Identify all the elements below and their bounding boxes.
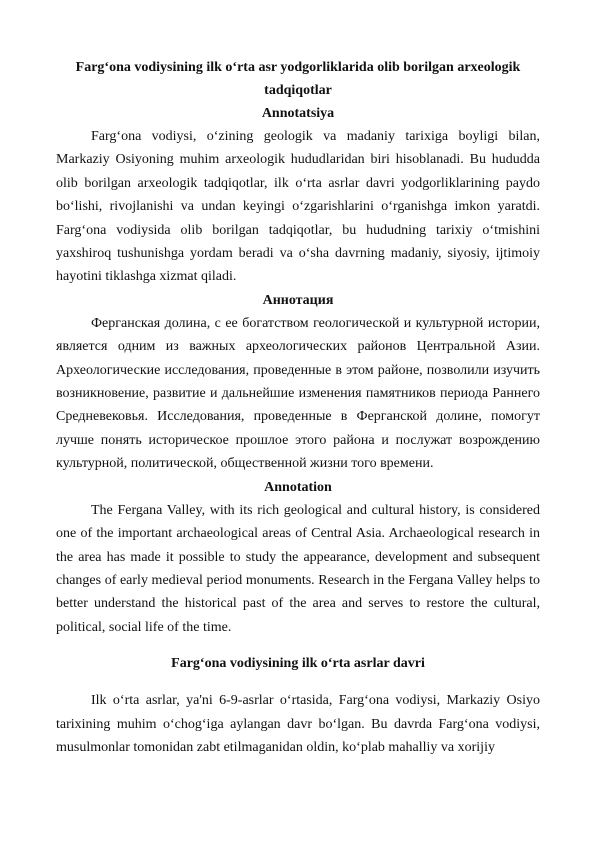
abstract-en-heading: Annotation (264, 479, 332, 495)
abstract-ru-heading: Аннотация (262, 292, 334, 308)
abstract-ru-text: Ферганская долина, с ее богатством геологической и культурной истории, является одним из важных археологических районов Центральной Азии. Археологические исследования, проведенные в этом районе, позволили изучить возникновение, развитие и дальнейшие изменения памятников периода Раннего Средневековья. Исследования, проведенные в Ферганской долине, помогут лучше понять историческое прошлое этого района и послужат возрождению культурной, политической, общественной жизни того времени. (56, 315, 540, 472)
abstract-uz-heading: Annotatsiya (261, 106, 335, 121)
document-page (56, 56, 540, 759)
section-body-text: Ilk o‘rta asrlar, ya'ni 6-9-asrlar o‘rtasida, Farg‘ona vodiysi, Markaziy Osiyo tarixining muhim o‘chog‘iga aylangan davr bo‘lgan. Bu davrda Farg‘ona vodiysi, musulmonlar tomonidan zabt etilmaganidan oldin, ko‘plab mahalliy va xorijiy (56, 693, 540, 755)
section-heading: Farg‘ona vodiysining ilk o‘rta asrlar davri (171, 656, 425, 672)
abstract-en-text: The Fergana Valley, with its rich geological and cultural history, is considered one of the important archaeological areas of Central Asia. Archaeological research in the area has made it possible to study the appearance, development and subsequent changes of early medieval period monuments. Research in the Fergana Valley helps to better understand the historical past of the area and serves to restore the cultural, political, social life of the time. (56, 502, 540, 635)
paper-title: Farg‘ona vodiysining ilk o‘rta asr yodgorliklarida olib borilgan arxeologik tadqiqotlar (75, 60, 521, 98)
abstract-uz-text: Farg‘ona vodiysi, o‘zining geologik va madaniy tarixiga boyligi bilan, Markaziy Osiyoning muhim arxeologik hududlaridan biri hisoblanadi. Bu hududda olib borilgan arxeologik tadqiqotlar, ilk o‘rta asrlar davri yodgorliklarining paydo bo‘lishi, rivojlanishi va undan keyingi o‘zgarishlarini o‘rganishga imkon yaratdi. Farg‘ona vodiysida olib borilgan tadqiqotlar, bu hududning tarixiy o‘tmishini yaxshiroq tushunishga yordam beradi va o‘sha davrning madaniy, siyosiy, ijtimoiy hayotini tiklashga xizmat qiladi. (56, 129, 540, 285)
